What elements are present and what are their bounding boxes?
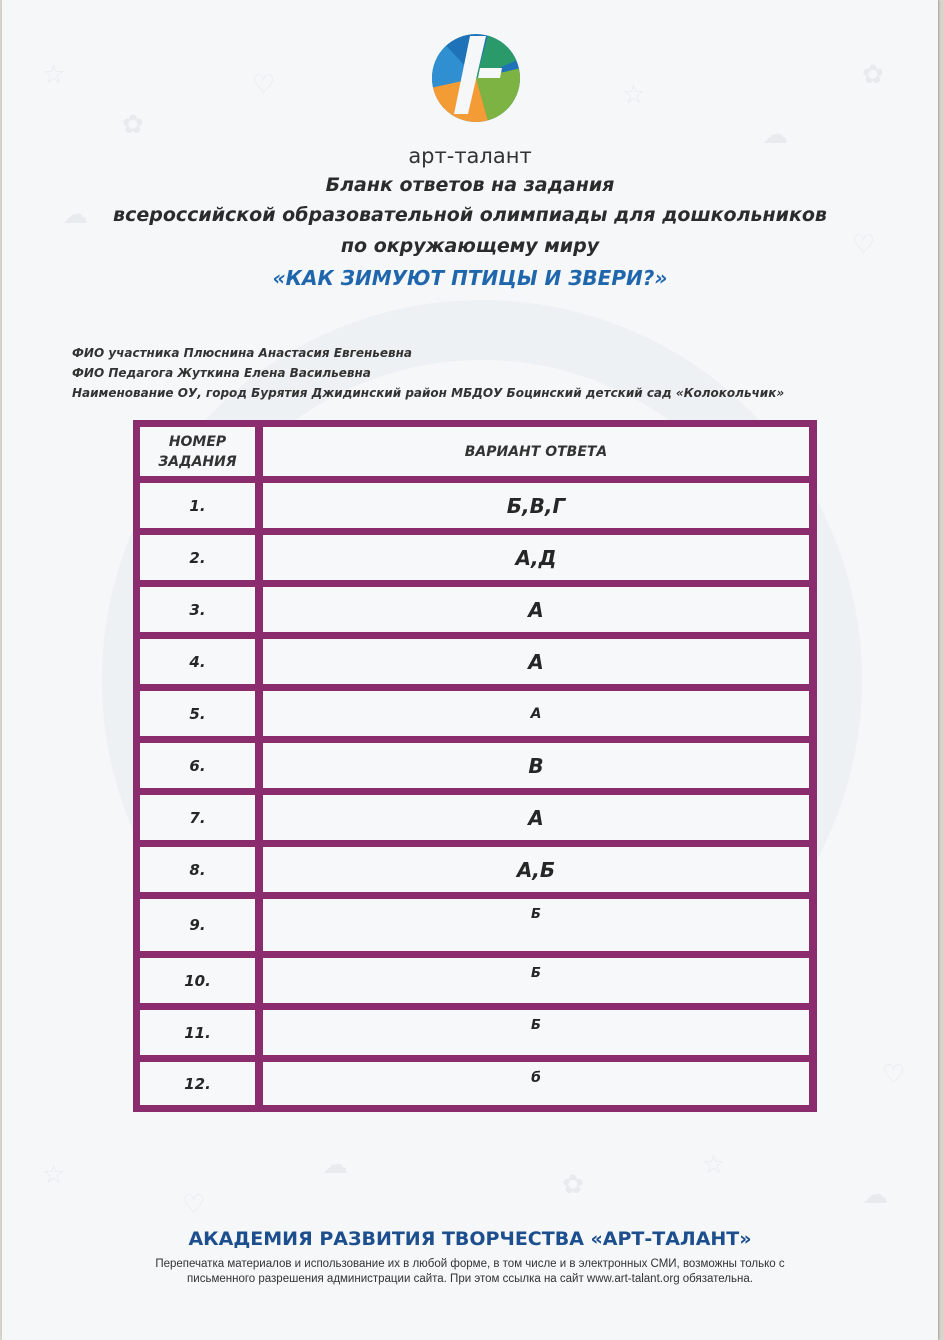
- organization-name: Наименование ОУ, город Бурятия Джидинский район МБДОУ Боцинский детский сад «Колокольчик»: [72, 386, 785, 400]
- footer-title: АКАДЕМИЯ РАЗВИТИЯ ТВОРЧЕСТВА «АРТ-ТАЛАНТ»: [188, 1228, 752, 1250]
- task-number: 6.: [140, 743, 255, 788]
- title-line-2: всероссийской образовательной олимпиады для дошкольников: [113, 204, 827, 226]
- answer-sheet: [2, 0, 938, 1340]
- task-answer: А,Б: [263, 847, 809, 892]
- decorative-star-icon: ☆: [42, 1160, 66, 1190]
- decorative-cloud-icon: ☁: [322, 1150, 348, 1180]
- decorative-flower-icon: ✿: [562, 1170, 584, 1200]
- task-answer: б: [263, 1062, 809, 1105]
- footer-copyright-line-2: письменного разрешения администрации сайта. При этом ссылка на сайт www.art-talant.org обязательна.: [187, 1273, 753, 1285]
- art-talant-logo-icon: [430, 28, 522, 128]
- decorative-cloud-icon: ☁: [862, 1180, 888, 1210]
- task-answer: А: [263, 795, 809, 840]
- olympiad-name: «КАК ЗИМУЮТ ПТИЦЫ И ЗВЕРИ?»: [272, 266, 668, 290]
- task-answer: А: [263, 587, 809, 632]
- decorative-flower-icon: ✿: [122, 110, 144, 140]
- task-answer: В: [263, 743, 809, 788]
- task-answer: А: [263, 691, 809, 736]
- footer-copyright-line-1: Перепечатка материалов и использование их в любой форме, в том числе и в электронных СМИ, возможны только с: [155, 1258, 785, 1270]
- decorative-cloud-icon: ☁: [762, 120, 788, 150]
- header-number-cell: [140, 427, 255, 476]
- task-number: 1.: [140, 483, 255, 528]
- task-number: 3.: [140, 587, 255, 632]
- decorative-heart-icon: ♡: [252, 70, 276, 100]
- task-number: 12.: [140, 1062, 255, 1105]
- task-number: 4.: [140, 639, 255, 684]
- header-number-line2: ЗАДАНИЯ: [158, 453, 237, 470]
- task-answer: Б: [263, 899, 809, 951]
- task-number: 11.: [140, 1010, 255, 1055]
- task-number: 8.: [140, 847, 255, 892]
- decorative-heart-icon: ♡: [852, 230, 876, 260]
- task-answer: Б,В,Г: [263, 483, 809, 528]
- task-number: 2.: [140, 535, 255, 580]
- decorative-star-icon: ☆: [622, 80, 646, 110]
- task-answer: А,Д: [263, 535, 809, 580]
- task-answer: Б: [263, 958, 809, 1003]
- title-line-3: по окружающему миру: [340, 235, 600, 257]
- header-answer-cell: ВАРИАНТ ОТВЕТА: [263, 427, 809, 476]
- task-number: 5.: [140, 691, 255, 736]
- task-answer: Б: [263, 1010, 809, 1055]
- teacher-name: ФИО Педагога Жуткина Елена Васильевна: [72, 366, 371, 380]
- decorative-flower-icon: ✿: [862, 60, 884, 90]
- header-number-line1: НОМЕР: [168, 433, 227, 450]
- task-number: 10.: [140, 958, 255, 1003]
- task-number: 9.: [140, 899, 255, 951]
- brand-name: арт-талант: [408, 144, 532, 168]
- task-answer: А: [263, 639, 809, 684]
- participant-name: ФИО участника Плюснина Анастасия Евгеньевна: [72, 346, 412, 360]
- title-line-1: Бланк ответов на задания: [325, 174, 615, 196]
- decorative-star-icon: ☆: [42, 60, 66, 90]
- decorative-heart-icon: ♡: [882, 1060, 906, 1090]
- decorative-star-icon: ☆: [702, 1150, 726, 1180]
- decorative-heart-icon: ♡: [182, 1190, 206, 1220]
- decorative-cloud-icon: ☁: [62, 200, 88, 230]
- answers-table: [133, 420, 817, 1112]
- task-number: 7.: [140, 795, 255, 840]
